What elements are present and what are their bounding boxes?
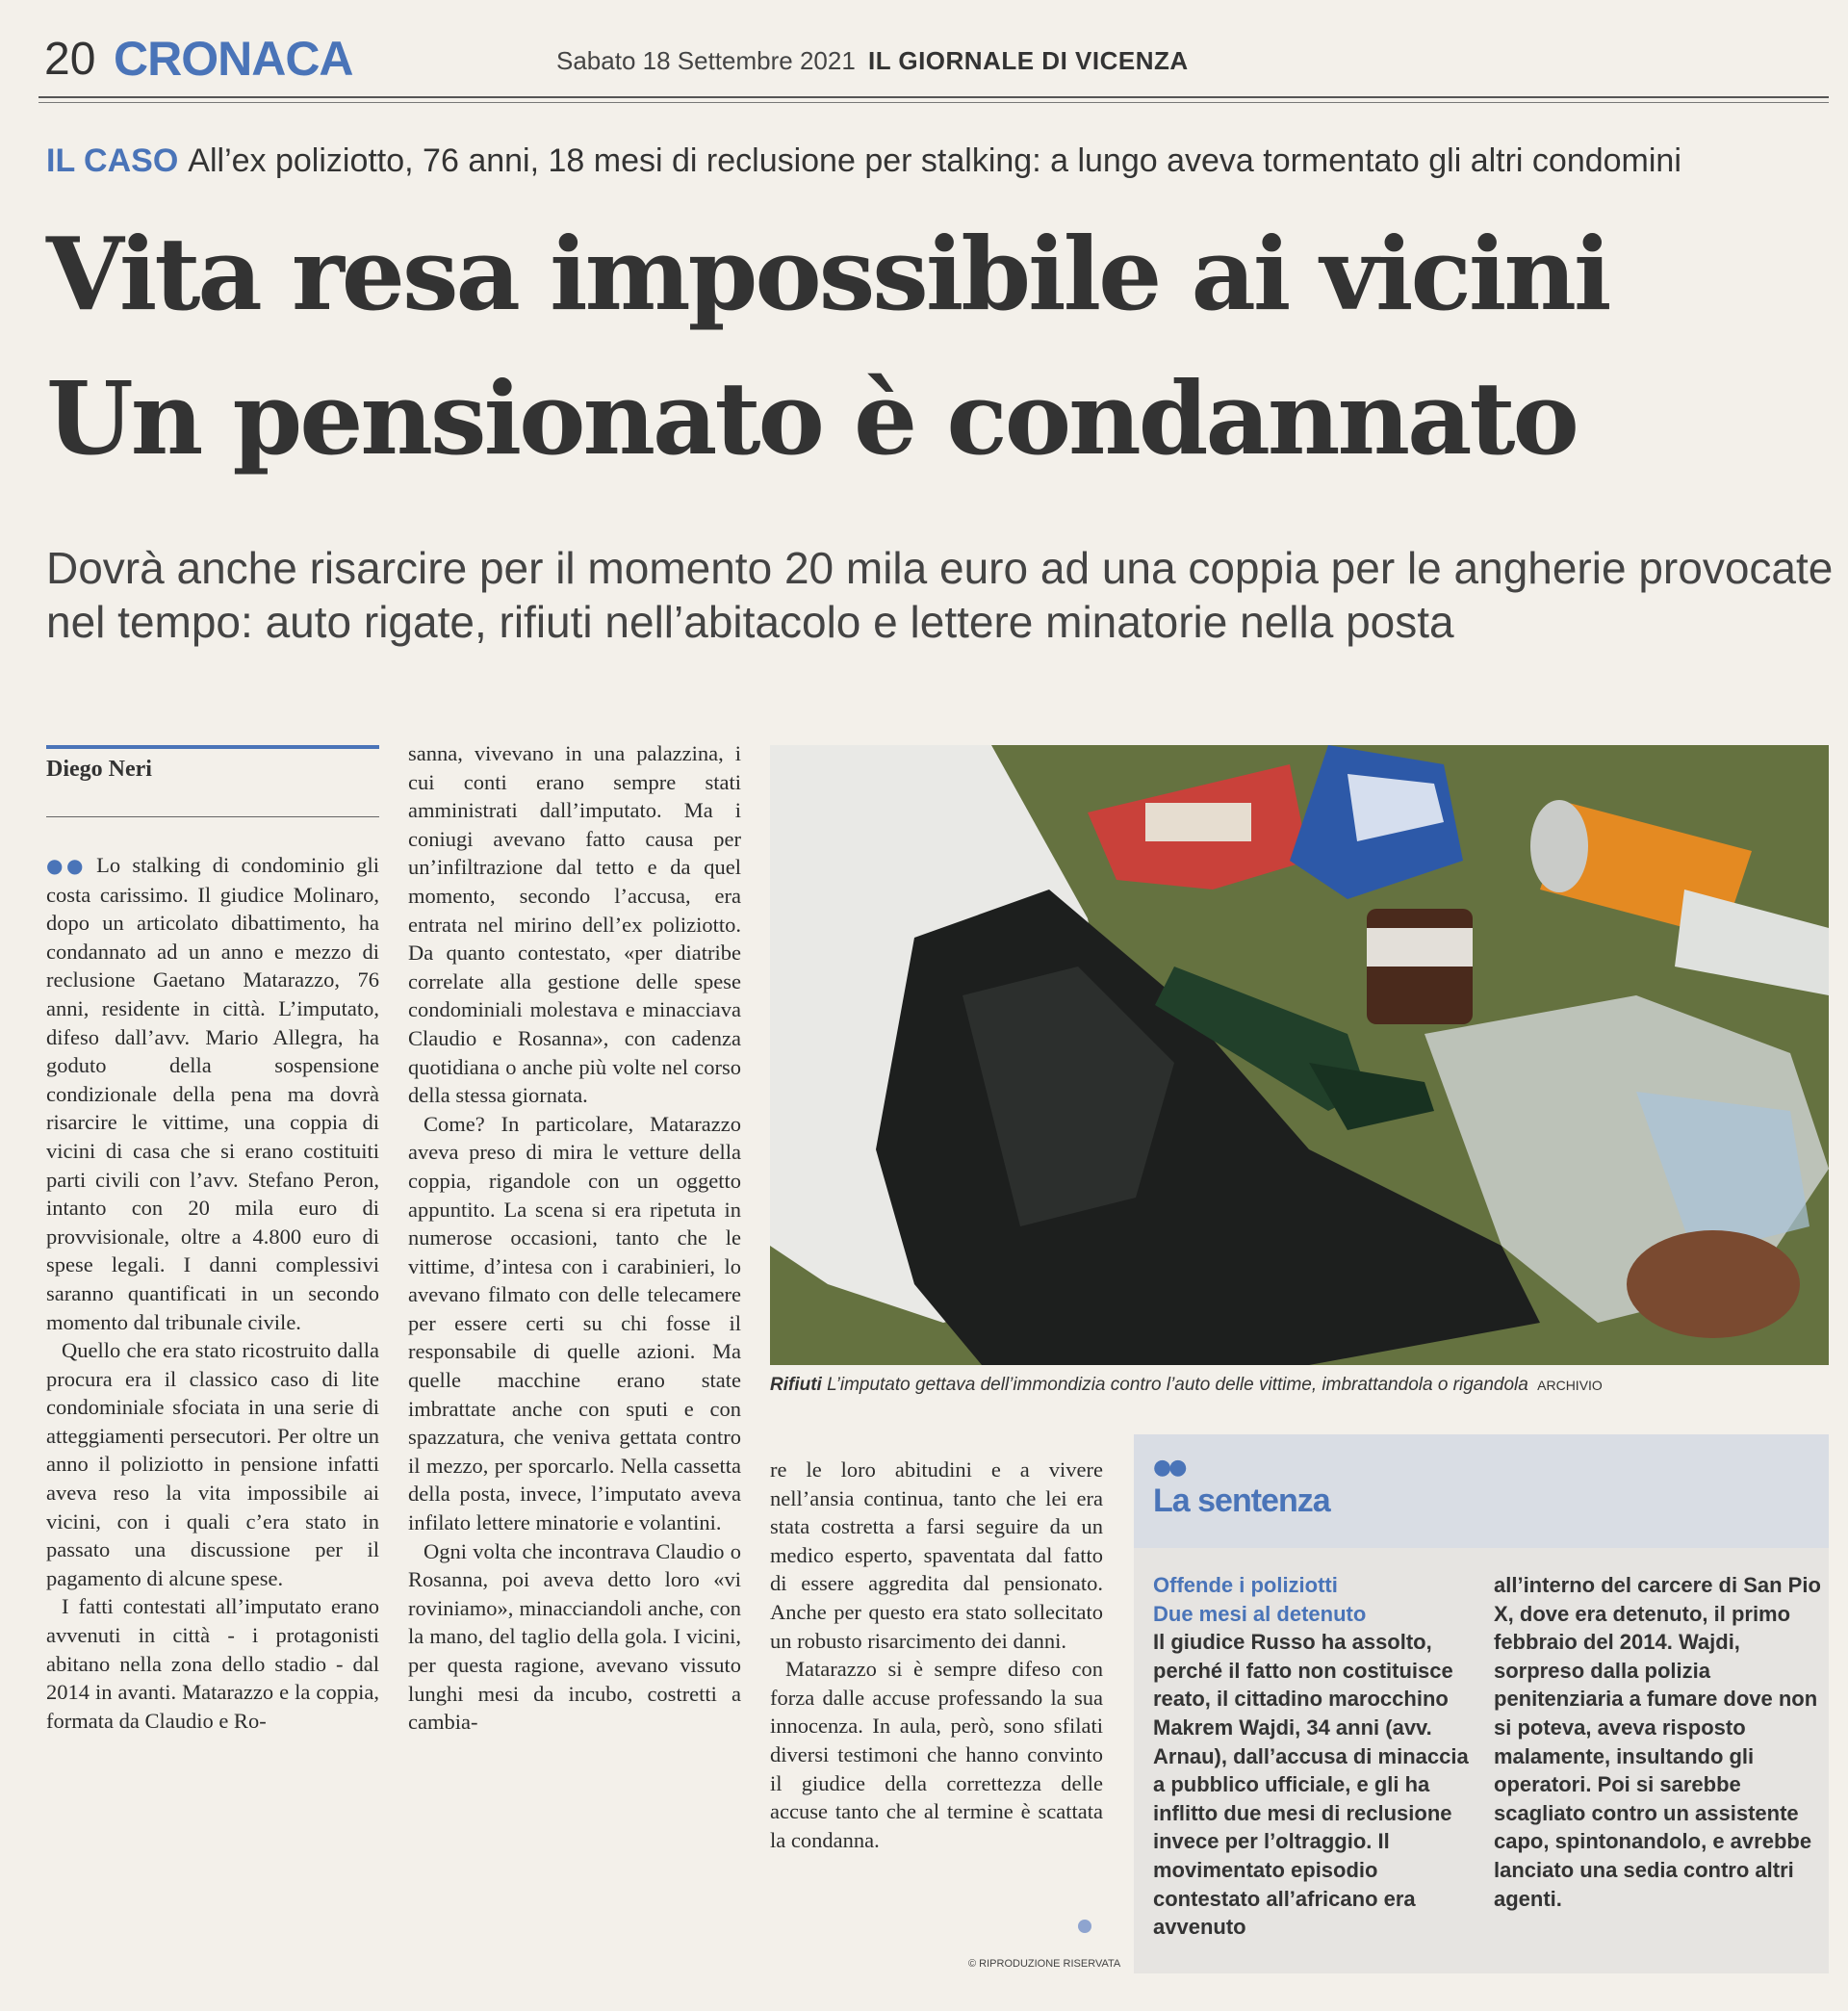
paragraph: sanna, vivevano in una palazzina, i cui conti erano sempre stati amministrati dall’imputato. Ma i coniugi avevano fatto causa per un’infiltrazione dal tetto e da quel momento, secondo l’accusa, era entrata nel mirino dell’ex poliziotto. Da quanto contestato, «per diatribe correlate alla gestione delle spese condominiali molestava e minacciava Claudio e Rosanna», con cadenza quotidiana o anche più volte nel corso della stessa giornata. — [408, 741, 741, 1108]
headline-line-1: Vita resa impossibile ai vicini — [46, 215, 1609, 333]
sidebar-box-subtitle-2: Due mesi al detenuto — [1153, 1601, 1367, 1626]
sidebar-box-header — [1134, 1434, 1829, 1548]
sidebar-box-column-1 — [1153, 1571, 1471, 1942]
kicker-text: All’ex poliziotto, 76 anni, 18 mesi di reclusione per stalking: a lungo aveva tormentato gli altri condomini — [188, 142, 1681, 179]
caption-lead: Rifiuti — [770, 1375, 822, 1395]
issue-date: Sabato 18 Settembre 2021 — [556, 46, 856, 75]
article-column-3 — [770, 1456, 1103, 1854]
paragraph: I fatti contestati all’imputato erano avvenuti in città - i protagonisti abitano nella zona dello stadio - dal 2014 in avanti. Matarazzo e la coppia, formata da Claudio e Ro- — [46, 1594, 379, 1733]
newspaper-name: IL GIORNALE DI VICENZA — [868, 46, 1189, 75]
page-number: 20 — [44, 34, 96, 85]
photo-caption — [770, 1375, 1829, 1396]
paragraph-text: Lo stalking di condominio gli costa carissimo. Il giudice Molinaro, dopo un articolato dibattimento, ha condannato ad un anno e mezzo di reclusione Gaetano Matarazzo, 76 anni, residente in città. L’imputato, difeso dall’avv. Mario Allegra, ha goduto della sospensione condizionale della pena ma dovrà risarcire le vittime, una coppia di vicini di casa che si erano costituiti parti civili con l’avv. Stefano Peron, intanto con 20 mila euro di provvisionale, oltre a 4.800 euro di spese legali. I danni complessivi saranno quantificati in un secondo momento dal tribunale civile. — [46, 853, 379, 1334]
sidebar-box-title: La sentenza — [1153, 1482, 1330, 1519]
photo-credit: ARCHIVIO — [1537, 1378, 1603, 1393]
paragraph: Come? In particolare, Matarazzo aveva preso di mira le vetture della coppia, rigandole con un oggetto appuntito. La scena si era ripetuta in numerose occasioni, tanto che le vittime, d’intesa con i carabinieri, lo avevano filmato con delle telecamere per essere certi su chi fosse il responsabile di quelle azioni. Ma quelle macchine erano state imbrattate anche con sputi e con spazzatura, che veniva gettata contro il mezzo, per sporcarlo. Nella cassetta della posta, invece, l’imputato aveva infilato lettere minatorie e volantini. — [408, 1111, 741, 1535]
paragraph: Matarazzo si è sempre difeso con forza dalle accuse professando la sua innocenza. In aula, però, sono sfilati diversi testimoni che hanno convinto il giudice della correttezza delle accuse tanto che al termine è scattata la condanna. — [770, 1657, 1103, 1852]
article-photo — [770, 745, 1829, 1365]
sidebar-box-text-2: all’interno del carcere di San Pio X, dove era detenuto, il primo febbraio del 2014. Wajdi, sorpreso dalla polizia penitenziaria a fumare dove non si poteva, aveva risposto malamente, insultando gli operatori. Poi si sarebbe scagliato contro un assistente capo, spintonandolo, e avrebbe lanciato una sedia contro altri agenti. — [1494, 1573, 1821, 1911]
bullet-dots-icon: ●● — [1153, 1456, 1185, 1480]
headline — [46, 202, 1836, 491]
subheadline: Dovrà anche risarcire per il momento 20 mila euro ad una coppia per le angherie provocate nel tempo: auto rigate, rifiuti nell’abitacolo e lettere minatorie nella posta — [46, 543, 1834, 647]
byline: Diego Neri — [46, 757, 152, 782]
paragraph: re le loro abitudini e a vivere nell’ansia continua, tanto che lei era stata costretta a farsi seguire da un medico esperto, spaventata dal fatto di essere aggredita dal pensionato. Anche per questo era stato sollecitato un robusto risarcimento dei danni. — [770, 1457, 1103, 1653]
article-column-2 — [408, 739, 741, 1737]
paragraph: Quello che era stato ricostruito dalla procura era il classico caso di lite condominiale sfociata in una serie di atteggiamenti persecutori. Per oltre un anno il poliziotto in pensione infatti aveva reso la vita impossibile ai vicini, con i quali c’era stato in passato una discussione per il pagamento di alcune spese. — [46, 1338, 379, 1590]
sidebar-box-subtitle-1: Offende i poliziotti — [1153, 1573, 1338, 1597]
byline-rule — [46, 816, 379, 817]
kicker — [46, 142, 1836, 180]
sidebar-box-column-2 — [1494, 1571, 1821, 1913]
bullet-dots-icon: ●● — [46, 854, 88, 877]
section-label: CRONACA — [114, 32, 353, 86]
article-end-dot-icon — [1078, 1920, 1091, 1933]
caption-text: L’imputato gettava dell’immondizia contro l’auto delle vittime, imbrattandola o rigandola — [827, 1375, 1528, 1395]
headline-line-2: Un pensionato è condannato — [46, 359, 1577, 477]
article-column-1 — [46, 851, 379, 1735]
kicker-tag: IL CASO — [46, 142, 179, 179]
paragraph: Ogni volta che incontrava Claudio o Rosanna, poi aveva detto loro «vi roviniamo», minacciandoli anche, con la mano, del taglio della gola. I vicini, per questa ragione, avevano vissuto lunghi mesi da incubo, costretti a cambia- — [408, 1538, 741, 1735]
paragraph — [46, 851, 379, 1336]
byline-accent-rule — [46, 745, 379, 749]
photo-trash-illustration — [770, 745, 1829, 1365]
masthead-rule — [38, 96, 1829, 103]
sidebar-box-text-1: Il giudice Russo ha assolto, perché il fatto non costituisce reato, il cittadino marocchino Makrem Wajdi, 34 anni (avv. Arnau), dall’accusa di minaccia a pubblico ufficiale, e gli ha inflitto due mesi di reclusione invece per l’oltraggio. Il movimentato episodio contestato all’africano era avvenuto — [1153, 1630, 1469, 1940]
masthead — [44, 29, 1835, 96]
copyright-notice: © RIPRODUZIONE RISERVATA — [968, 1958, 1121, 1970]
